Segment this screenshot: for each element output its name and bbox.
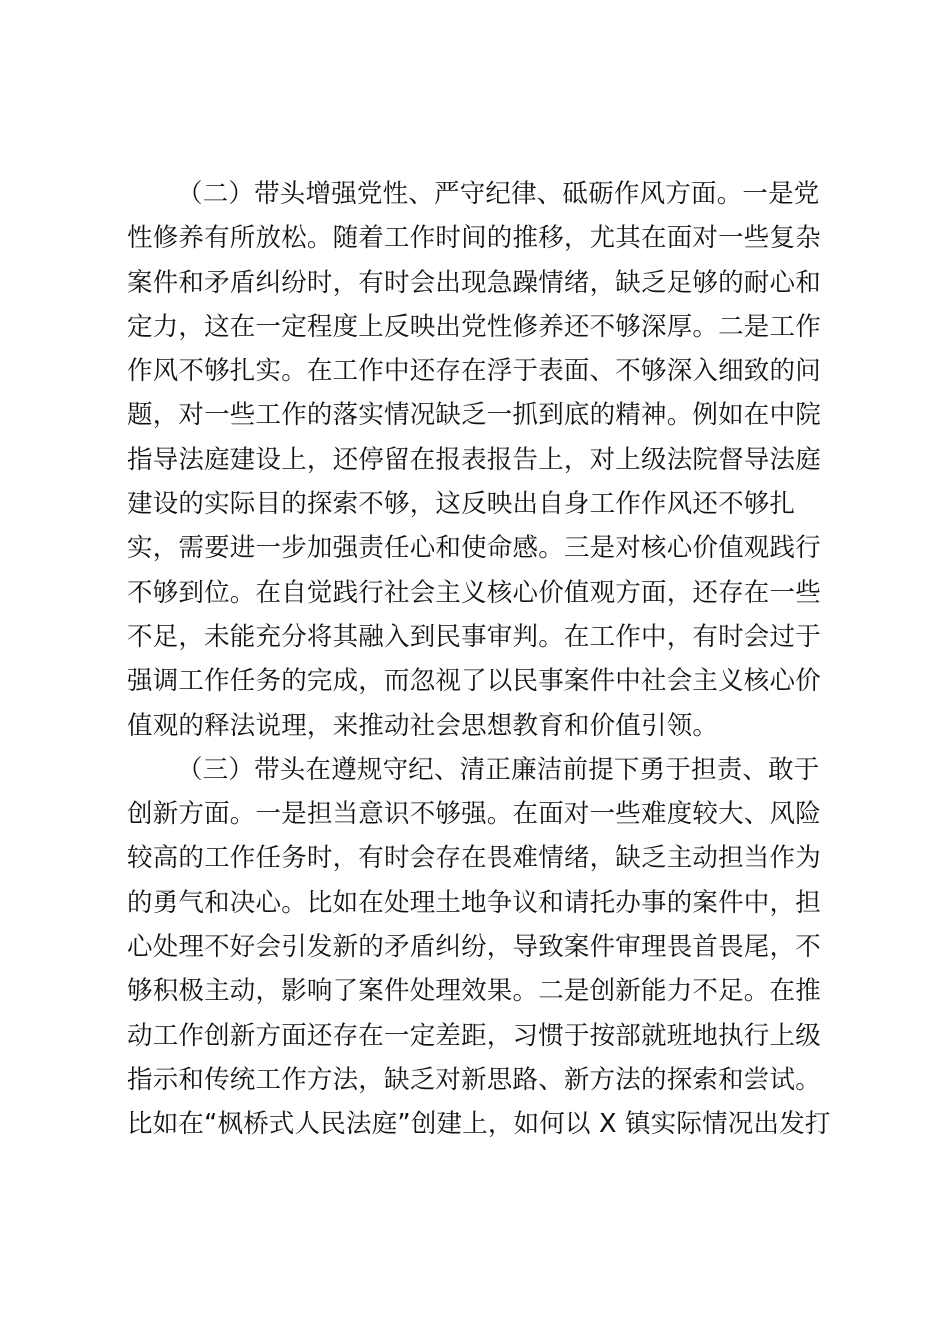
paragraph-line: 定力，这在一定程度上反映出党性修养还不够深厚。二是工作 xyxy=(127,311,821,342)
paragraph-line: （二）带头增强党性、严守纪律、砥砺作风方面。一是党 xyxy=(177,179,820,209)
paragraph-line: 够积极主动，影响了案件处理效果。二是创新能力不足。在推 xyxy=(127,976,821,1007)
paragraph-responsibility-innovation xyxy=(127,748,831,1147)
paragraph-line: 案件和矛盾纠纷时，有时会出现急躁情绪，缺乏足够的耐心和 xyxy=(127,267,821,298)
paragraph-line: 指导法庭建设上，还停留在报表报告上，对上级法院督导法庭 xyxy=(127,444,821,475)
paragraph-line: 创新方面。一是担当意识不够强。在面对一些难度较大、风险 xyxy=(127,799,821,830)
paragraph-line: 不足，未能充分将其融入到民事审判。在工作中，有时会过于 xyxy=(127,621,821,652)
paragraph-line: 较高的工作任务时，有时会存在畏难情绪，缺乏主动担当作为 xyxy=(127,843,821,874)
paragraph-line: 作风不够扎实。在工作中还存在浮于表面、不够深入细致的问 xyxy=(127,356,821,387)
paragraph-line: 建设的实际目的探索不够，这反映出自身工作作风还不够扎 xyxy=(127,489,796,520)
paragraph-line: 题，对一些工作的落实情况缺乏一抓到底的精神。例如在中院 xyxy=(127,400,821,431)
paragraph-line: 动工作创新方面还存在一定差距，习惯于按部就班地执行上级 xyxy=(127,1020,821,1051)
paragraph-line: 值观的释法说理，来推动社会思想教育和价值引领。 xyxy=(127,710,719,741)
paragraph-line: 比如在“枫桥式人民法庭”创建上，如何以 X 镇实际情况出发打 xyxy=(127,1109,831,1140)
paragraph-line: 实，需要进一步加强责任心和使命感。三是对核心价值观践行 xyxy=(127,533,821,564)
paragraph-line: 的勇气和决心。比如在处理土地争议和请托办事的案件中，担 xyxy=(127,887,821,918)
paragraph-line: 心处理不好会引发新的矛盾纠纷，导致案件审理畏首畏尾，不 xyxy=(127,932,821,963)
paragraph-line: （三）带头在遵规守纪、清正廉洁前提下勇于担责、敢于 xyxy=(177,754,820,785)
paragraph-line: 不够到位。在自觉践行社会主义核心价值观方面，还存在一些 xyxy=(127,577,821,608)
paragraph-line: 指示和传统工作方法，缺乏对新思路、新方法的探索和尝试。 xyxy=(127,1064,821,1095)
paragraph-party-discipline-style xyxy=(127,172,827,748)
document-body xyxy=(127,172,831,1147)
paragraph-line: 强调工作任务的完成，而忽视了以民事案件中社会主义核心价 xyxy=(127,666,821,697)
paragraph-line: 性修养有所放松。随着工作时间的推移，尤其在面对一些复杂 xyxy=(127,223,821,254)
